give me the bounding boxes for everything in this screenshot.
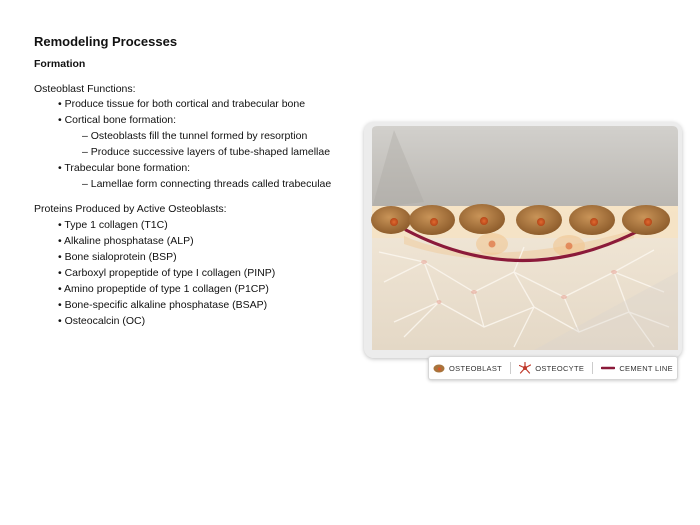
legend-osteocyte — [519, 362, 584, 374]
list-item: • Cortical bone formation: — [58, 114, 177, 126]
legend-osteoblast-label: OSTEOBLAST — [449, 363, 503, 373]
proteins-heading: Proteins Produced by Active Osteoblasts: — [34, 203, 227, 215]
bone-formation-illustration — [364, 122, 682, 358]
protein-item: • Alkaline phosphatase (ALP) — [58, 235, 194, 247]
list-item: • Trabecular bone formation: — [58, 162, 191, 174]
legend-divider — [510, 362, 511, 374]
protein-item: • Carboxyl propeptide of type I collagen (PINP) — [58, 267, 276, 279]
page-title: Remodeling Processes — [34, 34, 178, 49]
legend-osteocyte-label: OSTEOCYTE — [535, 363, 585, 373]
list-item: – Produce successive layers of tube-shaped lamellae — [82, 146, 331, 158]
osteoblast-icon — [433, 364, 445, 373]
list-item: • Produce tissue for both cortical and trabecular bone — [58, 98, 306, 110]
protein-item: • Amino propeptide of type 1 collagen (P1CP) — [58, 283, 269, 295]
legend-divider — [592, 362, 593, 374]
protein-item: • Osteocalcin (OC) — [58, 315, 146, 327]
cement-line-icon — [601, 365, 615, 371]
legend-osteoblast — [433, 364, 502, 373]
list-item: – Lamellae form connecting threads called trabeculae — [82, 178, 332, 190]
protein-item: • Type 1 collagen (T1C) — [58, 219, 168, 231]
figure-legend — [428, 356, 678, 380]
page-subtitle: Formation — [34, 58, 86, 70]
legend-cement-line — [601, 364, 673, 373]
protein-item: • Bone sialoprotein (BSP) — [58, 251, 177, 263]
legend-cement-line-label: CEMENT LINE — [619, 363, 673, 373]
osteocyte-icon — [519, 362, 531, 374]
protein-item: • Bone-specific alkaline phosphatase (BSAP) — [58, 299, 268, 311]
osteoblast-functions-heading: Osteoblast Functions: — [34, 83, 136, 95]
list-item: – Osteoblasts fill the tunnel formed by resorption — [82, 130, 308, 142]
